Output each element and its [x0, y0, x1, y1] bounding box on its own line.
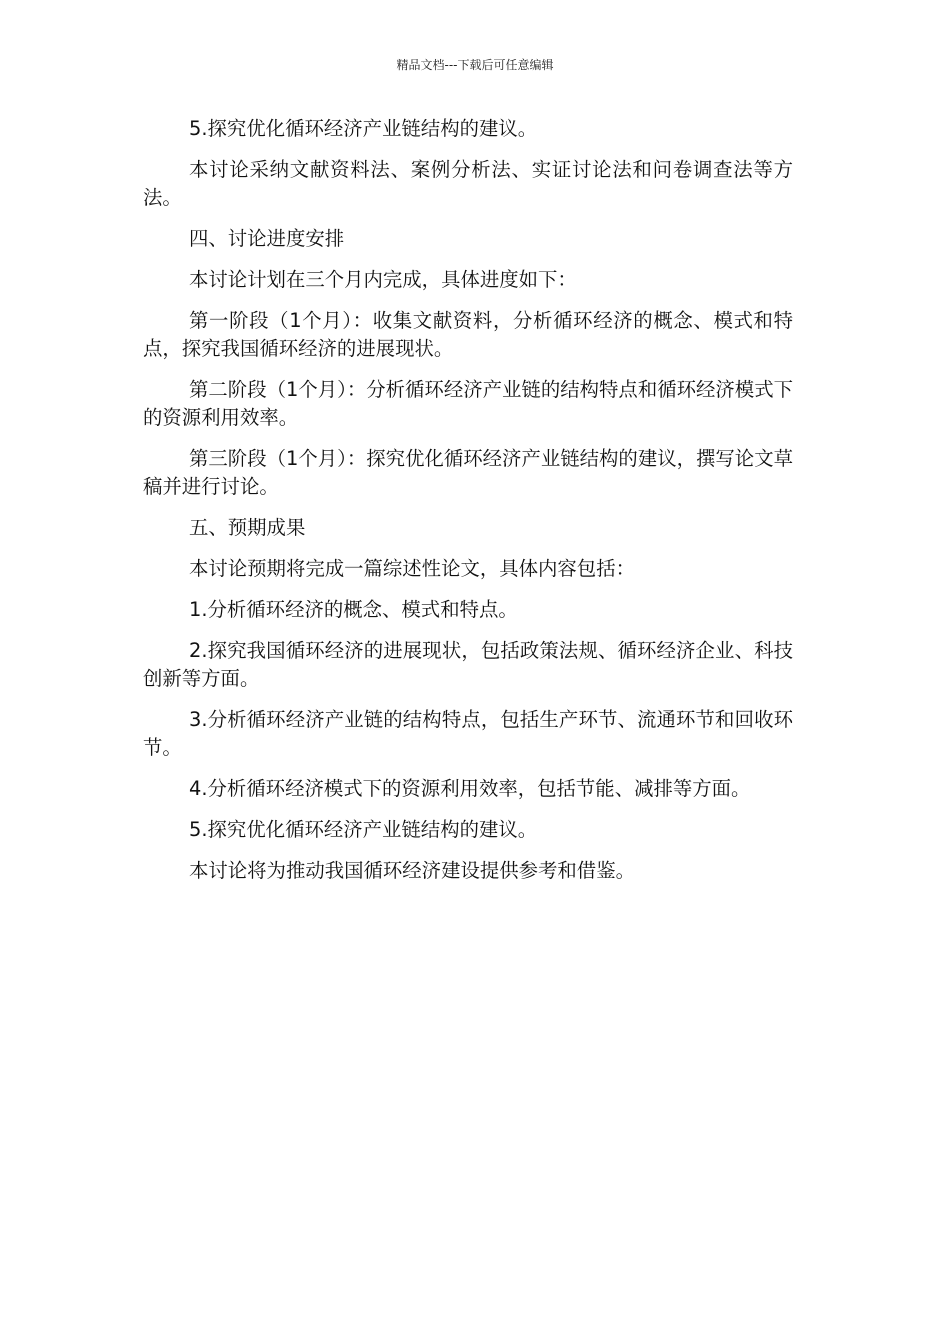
paragraph-suggestion-item: 5.探究优化循环经济产业链结构的建议。	[189, 117, 538, 140]
list-item-outcome-5: 5.探究优化循环经济产业链结构的建议。	[189, 818, 538, 841]
section-heading-outcomes: 五、预期成果	[189, 516, 306, 539]
paragraph-conclusion: 本讨论将为推动我国循环经济建设提供参考和借鉴。	[189, 859, 635, 882]
paragraph-outcomes-intro: 本讨论预期将完成一篇综述性论文，具体内容包括：	[189, 557, 635, 580]
section-heading-schedule: 四、讨论进度安排	[189, 227, 345, 250]
paragraph-methods: 本讨论采纳文献资料法、案例分析法、实证讨论法和问卷调查法等方法。	[143, 158, 793, 209]
paragraph-stage-three: 第三阶段（1个月）：探究优化循环经济产业链结构的建议，撰写论文草稿并进行讨论。	[143, 447, 793, 498]
list-item-outcome-4: 4.分析循环经济模式下的资源利用效率，包括节能、减排等方面。	[189, 777, 751, 800]
list-item-outcome-3: 3.分析循环经济产业链的结构特点，包括生产环节、流通环节和回收环节。	[143, 708, 793, 759]
list-item-outcome-1: 1.分析循环经济的概念、模式和特点。	[189, 598, 518, 621]
paragraph-stage-one: 第一阶段（1个月）：收集文献资料，分析循环经济的概念、模式和特点，探究我国循环经济的进展现状。	[143, 309, 793, 360]
document-body	[143, 115, 793, 898]
list-item-outcome-2: 2.探究我国循环经济的进展现状，包括政策法规、循环经济企业、科技创新等方面。	[143, 639, 793, 690]
paragraph-schedule-intro: 本讨论计划在三个月内完成，具体进度如下：	[189, 268, 577, 291]
paragraph-stage-two: 第二阶段（1个月）：分析循环经济产业链的结构特点和循环经济模式下的资源利用效率。	[143, 378, 793, 429]
page-header: 精品文档---下载后可任意编辑	[396, 58, 554, 72]
